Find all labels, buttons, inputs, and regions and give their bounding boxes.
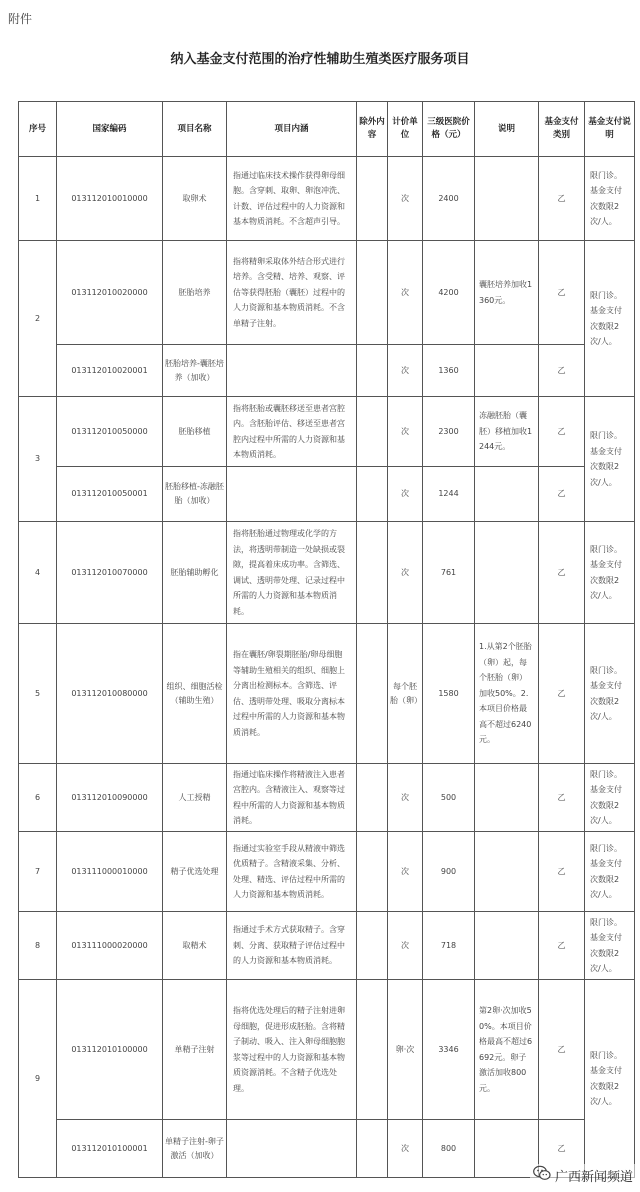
cell-payment-note: 限门诊。基金支付次数限2次/人。 <box>585 397 635 522</box>
cell-desc <box>227 1120 357 1178</box>
cell-excl <box>357 980 388 1120</box>
wechat-icon <box>533 1165 551 1185</box>
cell-price: 3346 <box>423 980 475 1120</box>
cell-category: 乙 <box>539 1120 585 1178</box>
cell-note <box>475 467 539 522</box>
table-row <box>19 832 635 912</box>
cell-code: 013112010020000 <box>57 241 163 345</box>
cell-price: 1580 <box>423 624 475 764</box>
cell-unit: 次 <box>388 241 423 345</box>
cell-code: 013112010080000 <box>57 624 163 764</box>
cell-price: 2300 <box>423 397 475 467</box>
cell-category: 乙 <box>539 624 585 764</box>
cell-seq: 5 <box>19 624 57 764</box>
cell-unit: 卵·次 <box>388 980 423 1120</box>
cell-category: 乙 <box>539 345 585 397</box>
cell-code: 013111000020000 <box>57 912 163 980</box>
cell-price: 900 <box>423 832 475 912</box>
cell-note <box>475 832 539 912</box>
cell-price: 500 <box>423 764 475 832</box>
cell-desc: 指通过手术方式获取精子。含穿刺、分离、获取精子评估过程中的人力资源和基本物质消耗。 <box>227 912 357 980</box>
cell-name: 取精术 <box>163 912 227 980</box>
cell-code: 013112010020001 <box>57 345 163 397</box>
cell-excl <box>357 397 388 467</box>
col-header-excl: 除外内容 <box>357 102 388 157</box>
cell-name: 人工授精 <box>163 764 227 832</box>
cell-desc: 指将优选处理后的精子注射进卵母细胞，促进形成胚胎。含将精子制动、吸入、注入卵母细胞胞浆等过程中的人力资源和基本物质资源消耗。不含精子优选处理。 <box>227 980 357 1120</box>
cell-payment-note: 限门诊。基金支付次数限2次/人。 <box>585 241 635 397</box>
cell-payment-note: 限门诊。基金支付次数限2次/人。 <box>585 832 635 912</box>
cell-category: 乙 <box>539 522 585 624</box>
table-row <box>19 157 635 241</box>
cell-unit: 次 <box>388 157 423 241</box>
cell-category: 乙 <box>539 980 585 1120</box>
cell-category: 乙 <box>539 241 585 345</box>
cell-excl <box>357 467 388 522</box>
cell-name: 胚胎移植 <box>163 397 227 467</box>
cell-note <box>475 157 539 241</box>
col-header-desc: 项目内涵 <box>227 102 357 157</box>
cell-note: 第2卵·次加收50%。本项目价格最高不超过6692元。卵子激活加收800元。 <box>475 980 539 1120</box>
cell-code: 013111000010000 <box>57 832 163 912</box>
col-header-name: 项目名称 <box>163 102 227 157</box>
cell-name: 精子优选处理 <box>163 832 227 912</box>
cell-price: 718 <box>423 912 475 980</box>
cell-code: 013112010070000 <box>57 522 163 624</box>
cell-seq: 7 <box>19 832 57 912</box>
cell-category: 乙 <box>539 832 585 912</box>
cell-note <box>475 522 539 624</box>
cell-note: 囊胚培养加收1360元。 <box>475 241 539 345</box>
cell-desc: 指通过临床技术操作获得卵母细胞。含穿刺、取卵、卵泡冲洗、计数、评估过程中的人力资源和基本物质消耗。不含超声引导。 <box>227 157 357 241</box>
cell-seq: 4 <box>19 522 57 624</box>
cell-category: 乙 <box>539 397 585 467</box>
cell-name: 组织、细胞活检（辅助生殖） <box>163 624 227 764</box>
cell-note <box>475 764 539 832</box>
cell-desc: 指将胚胎通过物理或化学的方法，将透明带制造一处缺损或裂隙，提高着床成功率。含筛选、调试、透明带处理、记录过程中所需的人力资源和基本物质消耗。 <box>227 522 357 624</box>
table-row <box>19 345 635 397</box>
table-row <box>19 912 635 980</box>
cell-code: 013112010090000 <box>57 764 163 832</box>
cell-seq: 1 <box>19 157 57 241</box>
table-row <box>19 764 635 832</box>
cell-code: 013112010050000 <box>57 397 163 467</box>
cell-note: 冻融胚胎（囊胚）移植加收1244元。 <box>475 397 539 467</box>
cell-unit: 次 <box>388 397 423 467</box>
cell-excl <box>357 624 388 764</box>
cell-code: 013112010100001 <box>57 1120 163 1178</box>
cell-excl <box>357 241 388 345</box>
cell-payment-note: 限门诊。基金支付次数限2次/人。 <box>585 624 635 764</box>
cell-seq: 8 <box>19 912 57 980</box>
cell-name: 单精子注射-卵子激活（加收） <box>163 1120 227 1178</box>
table-row <box>19 397 635 467</box>
watermark <box>530 1164 636 1186</box>
cell-code: 013112010010000 <box>57 157 163 241</box>
table-row <box>19 241 635 345</box>
table-row <box>19 624 635 764</box>
cell-excl <box>357 522 388 624</box>
document-title: 纳入基金支付范围的治疗性辅助生殖类医疗服务项目 <box>170 52 470 67</box>
cell-excl <box>357 1120 388 1178</box>
cell-excl <box>357 345 388 397</box>
cell-desc <box>227 467 357 522</box>
cell-unit: 次 <box>388 764 423 832</box>
cell-name: 胚胎培养-囊胚培养（加收） <box>163 345 227 397</box>
cell-note <box>475 345 539 397</box>
cell-price: 800 <box>423 1120 475 1178</box>
cell-seq: 6 <box>19 764 57 832</box>
table-row <box>19 980 635 1120</box>
col-header-category: 基金支付类别 <box>539 102 585 157</box>
cell-desc: 指通过临床操作将精液注入患者宫腔内。含精液注入、观察等过程中所需的人力资源和基本物质消耗。 <box>227 764 357 832</box>
col-header-price: 三级医院价格（元） <box>423 102 475 157</box>
cell-desc <box>227 345 357 397</box>
cell-seq: 9 <box>19 980 57 1178</box>
cell-note <box>475 1120 539 1178</box>
cell-code: 013112010100000 <box>57 980 163 1120</box>
cell-name: 胚胎辅助孵化 <box>163 522 227 624</box>
cell-seq: 2 <box>19 241 57 397</box>
watermark-text: 广西新闻频道 <box>554 1169 633 1185</box>
table-row <box>19 467 635 522</box>
cell-price: 1244 <box>423 467 475 522</box>
col-header-note: 说明 <box>475 102 539 157</box>
cell-payment-note: 限门诊。基金支付次数限2次/人。 <box>585 912 635 980</box>
col-header-unit: 计价单位 <box>388 102 423 157</box>
cell-excl <box>357 157 388 241</box>
cell-desc: 指在囊胚/卵裂期胚胎/卵母细胞等辅助生殖相关的组织、细胞上分离出检测标本。含筛选、评估、透明带处理、吸取分离标本过程中所需的人力资源和基本物质消耗。 <box>227 624 357 764</box>
cell-unit: 次 <box>388 345 423 397</box>
cell-excl <box>357 832 388 912</box>
cell-desc: 指通过实验室手段从精液中筛选优质精子。含精液采集、分析、处理、精选、评估过程中所需的人力资源和基本物质消耗。 <box>227 832 357 912</box>
cell-desc: 指将胚胎或囊胚移送至患者宫腔内。含胚胎评估、移送至患者宫腔内过程中所需的人力资源和基本物质消耗。 <box>227 397 357 467</box>
cell-category: 乙 <box>539 764 585 832</box>
cell-unit: 次 <box>388 1120 423 1178</box>
cell-category: 乙 <box>539 467 585 522</box>
cell-name: 胚胎培养 <box>163 241 227 345</box>
col-header-code: 国家编码 <box>57 102 163 157</box>
cell-price: 1360 <box>423 345 475 397</box>
table-row <box>19 522 635 624</box>
cell-payment-note: 限门诊。基金支付次数限2次/人。 <box>585 764 635 832</box>
cell-price: 4200 <box>423 241 475 345</box>
cell-desc: 指将精卵采取体外结合形式进行培养。含受精、培养、观察、评估等获得胚胎（囊胚）过程中的人力资源和基本物质消耗。不含单精子注射。 <box>227 241 357 345</box>
cell-note <box>475 912 539 980</box>
cell-payment-note: 限门诊。基金支付次数限2次/人。 <box>585 980 635 1178</box>
service-items-table <box>18 101 635 1178</box>
cell-payment-note: 限门诊。基金支付次数限2次/人。 <box>585 157 635 241</box>
cell-price: 761 <box>423 522 475 624</box>
cell-excl <box>357 912 388 980</box>
cell-category: 乙 <box>539 912 585 980</box>
cell-code: 013112010050001 <box>57 467 163 522</box>
cell-payment-note: 限门诊。基金支付次数限2次/人。 <box>585 522 635 624</box>
cell-name: 胚胎移植-冻融胚胎（加收） <box>163 467 227 522</box>
cell-name: 单精子注射 <box>163 980 227 1120</box>
cell-name: 取卵术 <box>163 157 227 241</box>
cell-price: 2400 <box>423 157 475 241</box>
cell-note: 1.从第2个胚胎（卵）起，每个胚胎（卵）加收50%。2.本项目价格最高不超过6240元。 <box>475 624 539 764</box>
cell-unit: 次 <box>388 522 423 624</box>
cell-unit: 每个胚胎（卵） <box>388 624 423 764</box>
cell-unit: 次 <box>388 912 423 980</box>
cell-unit: 次 <box>388 832 423 912</box>
attachment-label: 附件 <box>8 12 33 26</box>
cell-seq: 3 <box>19 397 57 522</box>
col-header-payment-note: 基金支付说明 <box>585 102 635 157</box>
cell-unit: 次 <box>388 467 423 522</box>
cell-category: 乙 <box>539 157 585 241</box>
table-header-row <box>19 102 635 157</box>
cell-excl <box>357 764 388 832</box>
col-header-seq: 序号 <box>19 102 57 157</box>
